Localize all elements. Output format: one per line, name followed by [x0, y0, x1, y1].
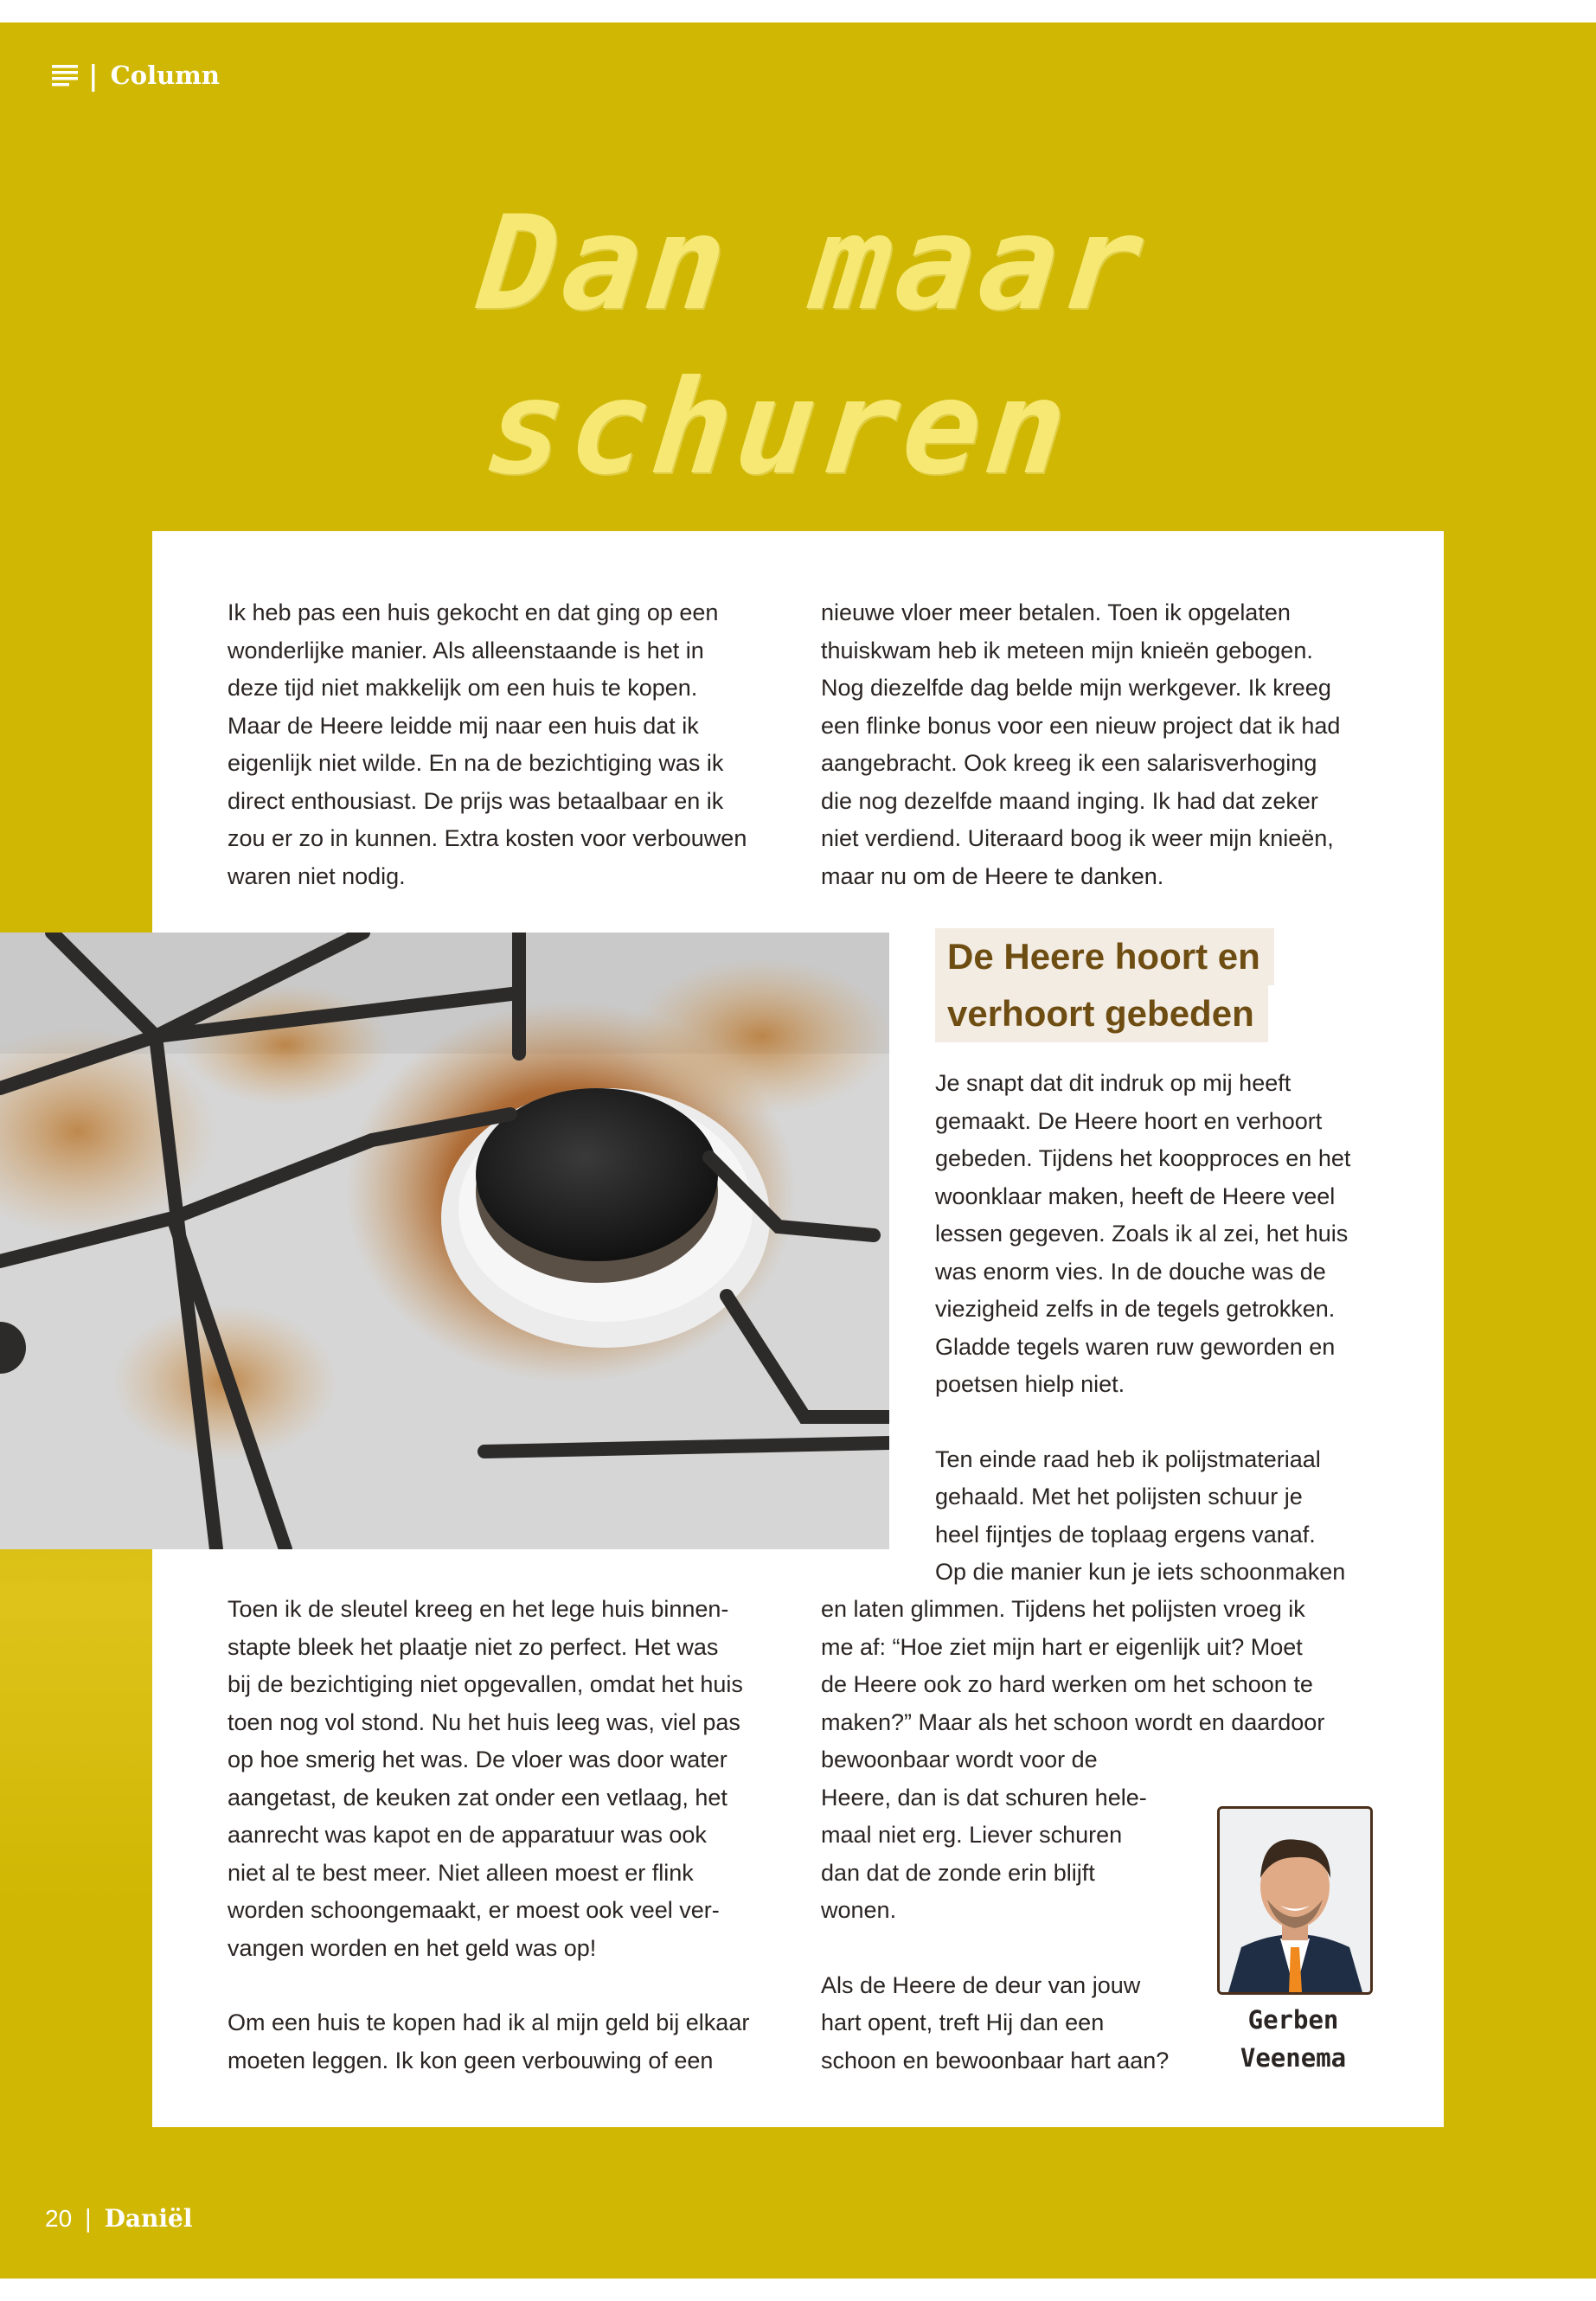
text-line: maken?” Maar als het schoon wordt en daardoor — [821, 1708, 1325, 1735]
text-line: thuiskwam heb ik meteen mijn knieën gebogen. — [821, 637, 1313, 663]
text-line: gemaakt. De Heere hoort en verhoort — [935, 1107, 1323, 1134]
column-2-top — [821, 594, 1409, 895]
text-line: bij de bezichtiging niet opgevallen, omdat het huis — [228, 1671, 743, 1697]
text-line: aangetast, de keuken zat onder een vetlaag, het — [228, 1784, 727, 1811]
column-1-bottom — [228, 1591, 790, 2080]
text-line: de Heere ook zo hard werken om het schoon te — [821, 1671, 1313, 1697]
text-line: aangebracht. Ook kreeg ik een salarisverhoging — [821, 750, 1317, 776]
text-line: toen nog vol stond. Nu het huis leeg was, viel pas — [228, 1708, 740, 1735]
text-line: Als de Heere de deur van jouw — [821, 1971, 1141, 1998]
text-line: op hoe smerig het was. De vloer was door water — [228, 1747, 727, 1772]
text-line: Maar de Heere leidde mij naar een huis dat ik — [228, 712, 699, 739]
page-footer — [45, 2204, 192, 2233]
section-label: Column — [110, 61, 220, 90]
text-line: nieuwe vloer meer betalen. Toen ik opgelaten — [821, 599, 1291, 625]
author-portrait — [1220, 1809, 1370, 1992]
text-line: niet al te best meer. Niet alleen moest er flink — [228, 1859, 694, 1886]
text-line: wonderlijke manier. Als alleenstaande is het in — [228, 637, 704, 663]
text-line: Heere, dan is dat schuren hele- — [821, 1784, 1147, 1811]
text-line: maal niet erg. Liever schuren — [821, 1822, 1123, 1848]
text-line: waren niet nodig. — [228, 862, 406, 889]
text-line: poetsen hielp niet. — [935, 1371, 1125, 1397]
text-line: niet verdiend. Uiteraard boog ik weer mijn knieën, — [821, 825, 1334, 851]
title-line-1: Dan maar — [471, 189, 1155, 339]
text-line: schoon en bewoonbaar hart aan? — [821, 2047, 1170, 2073]
text-line: heel fijntjes de toplaag ergens vanaf. — [935, 1521, 1316, 1548]
text-line: was enorm vies. In de douche was de — [935, 1258, 1326, 1285]
text-line: hart opent, treft Hij dan een — [821, 2009, 1105, 2035]
text-line: wonen. — [821, 1897, 897, 1923]
text-line: Ten einde raad heb ik polijstmateriaal — [935, 1445, 1321, 1472]
text-line: me af: “Hoe ziet mijn hart er eigenlijk uit? Moet — [821, 1633, 1303, 1660]
top-border — [0, 0, 1596, 22]
text-line: gebeden. Tijdens het koopproces en het — [935, 1145, 1351, 1171]
text-line: gehaald. Met het polijsten schuur je — [935, 1484, 1303, 1509]
header-divider: | — [88, 59, 99, 92]
stove-illustration — [0, 933, 889, 1549]
text-line: stapte bleek het plaatje niet zo perfect. Het was — [228, 1633, 719, 1660]
author-last-name: Veenema — [1240, 2043, 1347, 2073]
text-line: vangen worden en het geld was op! — [228, 1934, 597, 1961]
text-line: lessen gegeven. Zoals ik al zei, het huis — [935, 1221, 1349, 1247]
text-line: Om een huis te kopen had ik al mijn geld bij elkaar — [228, 2009, 750, 2035]
text-line: direct enthousiast. De prijs was betaalbaar en ik — [228, 787, 724, 814]
text-line: en laten glimmen. Tijdens het polijsten vroeg ik — [821, 1596, 1305, 1622]
text-line: Toen ik de sleutel kreeg en het lege huis binnen- — [228, 1596, 729, 1622]
bottom-border — [0, 2279, 1596, 2301]
article-title — [398, 182, 1211, 510]
text-line: Je snapt dat dit indruk op mij heeft — [935, 1070, 1292, 1096]
column-2-middle — [935, 1065, 1420, 1592]
text-line: eigenlijk niet wilde. En na de bezichtiging was ik — [228, 750, 724, 776]
author-photo — [1217, 1806, 1373, 1995]
column-1-top — [228, 594, 781, 895]
text-line: dan dat de zonde erin blijft — [821, 1859, 1095, 1886]
document-lines-icon — [52, 64, 78, 87]
text-line: bewoonbaar wordt voor de — [821, 1747, 1098, 1772]
text-line: viezigheid zelfs in de tegels getrokken. — [935, 1296, 1336, 1322]
text-line: maar nu om de Heere te danken. — [821, 862, 1164, 889]
title-line-2: schuren — [478, 353, 1079, 503]
author-first-name: Gerben — [1247, 2005, 1339, 2035]
author-name — [1220, 2001, 1367, 2077]
subheading — [935, 928, 1274, 1042]
text-line: aanrecht was kapot en de apparatuur was ook — [228, 1822, 707, 1848]
text-line: Op die manier kun je iets schoonmaken — [935, 1559, 1346, 1585]
text-line: woonklaar maken, heeft de Heere veel — [935, 1183, 1336, 1209]
magazine-name: Daniël — [104, 2204, 193, 2233]
subheading-line-1: De Heere hoort en — [935, 928, 1274, 985]
subheading-line-2: verhoort gebeden — [935, 985, 1268, 1042]
footer-divider: | — [84, 2204, 93, 2233]
text-line: die nog dezelfde maand inging. Ik had dat zeker — [821, 787, 1318, 814]
page-number: 20 — [45, 2204, 73, 2232]
text-line: een flinke bonus voor een nieuw project dat ik had — [821, 712, 1341, 739]
text-line: deze tijd niet makkelijk om een huis te kopen. — [228, 675, 698, 701]
text-line: Nog diezelfde dag belde mijn werkgever. Ik kreeg — [821, 675, 1331, 701]
text-line: Ik heb pas een huis gekocht en dat ging op een — [228, 599, 719, 625]
text-line: zou er zo in kunnen. Extra kosten voor verbouwen — [228, 825, 747, 851]
text-line: worden schoongemaakt, er moest ook veel ver- — [228, 1897, 720, 1923]
text-line: moeten leggen. Ik kon geen verbouwing of een — [228, 2047, 714, 2073]
text-line: Gladde tegels waren ruw geworden en — [935, 1333, 1336, 1360]
stove-photo — [0, 933, 889, 1549]
section-header — [52, 59, 220, 92]
